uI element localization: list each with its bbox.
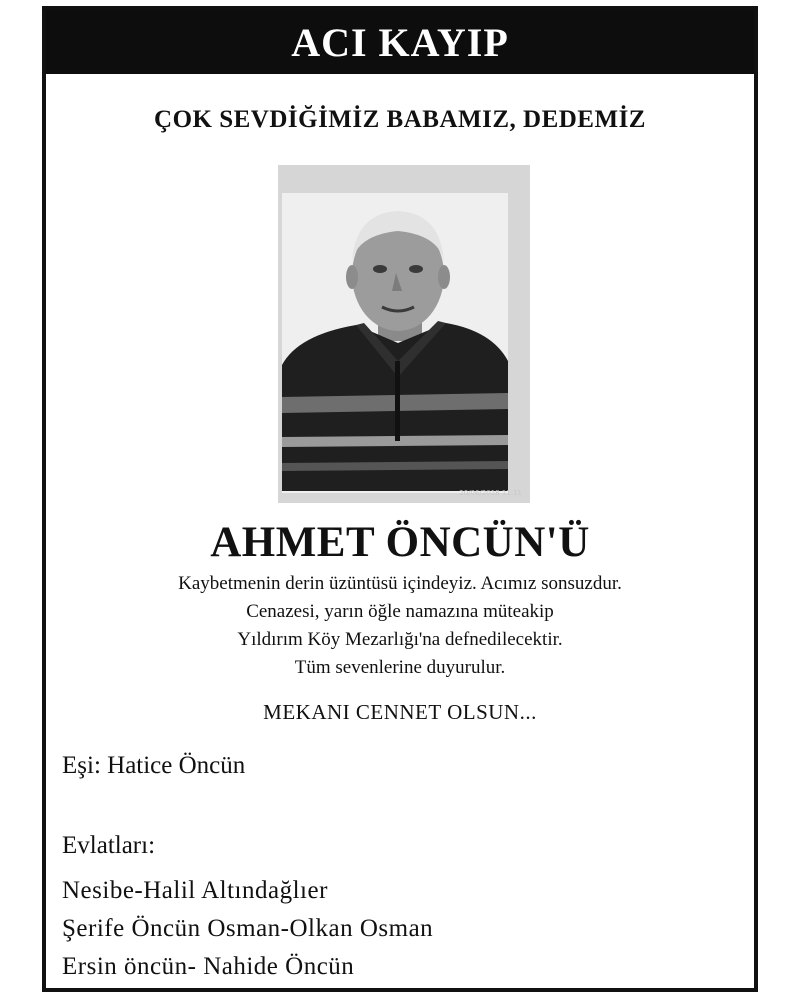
photo-timestamp: 20/06/2018 11:11 — [459, 489, 522, 497]
notice-subtitle: ÇOK SEVDİĞİMİZ BABAMIZ, DEDEMİZ — [154, 106, 646, 133]
child-item: Şerife Öncün Osman-Olkan Osman — [62, 915, 434, 942]
child-item: Nesibe-Halil Altındağlıer — [62, 877, 328, 904]
child-item: Ersin öncün- Nahide Öncün — [62, 953, 355, 980]
announcement-line: Yıldırım Köy Mezarlığı'na defnedilecektir. — [237, 629, 563, 650]
announcement-line: Kaybetmenin derin üzüntüsü içindeyiz. Acımız sonsuzdur. — [178, 573, 622, 594]
portrait-photo — [278, 165, 530, 503]
announcement-text — [46, 570, 754, 682]
deceased-name: AHMET ÖNCÜN'Ü — [210, 519, 590, 566]
announcement-line: Cenazesi, yarın öğle namazına müteakip — [246, 601, 554, 622]
children-list — [62, 872, 433, 986]
portrait-illustration — [278, 165, 530, 503]
spouse-line: Eşi: Hatice Öncün — [62, 752, 246, 779]
notice-title: ACI KAYIP — [291, 19, 509, 65]
obituary-notice — [42, 6, 758, 992]
announcement-line: Tüm sevenlerine duyurulur. — [294, 657, 506, 678]
header-bar — [46, 10, 754, 74]
children-heading: Evlatları: — [62, 832, 156, 859]
closing-prayer: MEKANI CENNET OLSUN... — [263, 700, 537, 724]
